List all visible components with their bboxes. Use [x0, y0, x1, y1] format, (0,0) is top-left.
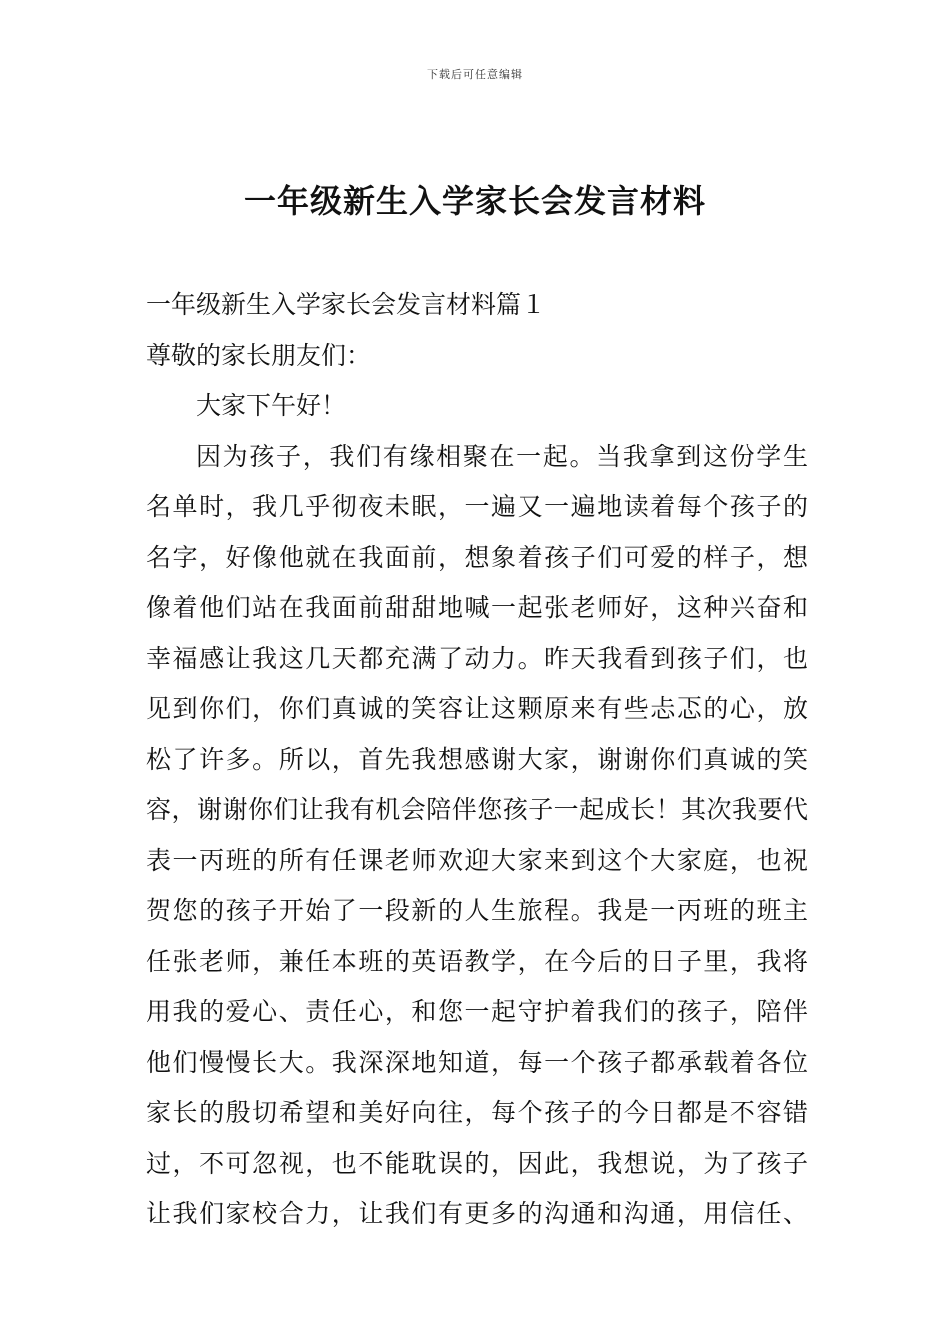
paragraph-line: 因为孩子，我们有缘相聚在一起。当我拿到这份学生 — [196, 441, 808, 471]
greeting: 大家下午好！ — [196, 391, 347, 420]
paragraph-line: 过，不可忽视，也不能耽误的，因此，我想说，为了孩子 — [146, 1148, 808, 1178]
paragraph-line: 用我的爱心、责任心，和您一起守护着我们的孩子，陪伴 — [146, 997, 808, 1026]
paragraph-line: 见到你们，你们真诚的笑容让这颗原来有些忐忑的心，放 — [146, 694, 808, 723]
header-note: 下载后可任意编辑 — [427, 68, 523, 81]
section-heading: 一年级新生入学家长会发言材料篇１ — [146, 290, 547, 319]
paragraph-line: 名单时，我几乎彻夜未眠，一遍又一遍地读着每个孩子的 — [146, 492, 808, 521]
document-title: 一年级新生入学家长会发言材料 — [243, 182, 706, 220]
paragraph-line: 像着他们站在我面前甜甜地喊一起张老师好，这种兴奋和 — [146, 593, 808, 622]
salutation: 尊敬的家长朋友们： — [146, 340, 372, 370]
paragraph-line: 表一丙班的所有任课老师欢迎大家来到这个大家庭，也祝 — [146, 845, 808, 875]
paragraph-line: 他们慢慢长大。我深深地知道，每一个孩子都承载着各位 — [146, 1047, 808, 1077]
paragraph-line: 容，谢谢你们让我有机会陪伴您孩子一起成长！其次我要代 — [146, 795, 808, 824]
paragraph-line: 让我们家校合力，让我们有更多的沟通和沟通，用信任、 — [146, 1199, 808, 1228]
document-body — [146, 280, 808, 1240]
paragraph-line: 松了许多。所以，首先我想感谢大家，谢谢你们真诚的笑 — [146, 744, 808, 774]
paragraph-line: 名字，好像他就在我面前，想象着孩子们可爱的样子，想 — [146, 542, 808, 572]
paragraph-line: 家长的殷切希望和美好向往，每个孩子的今日都是不容错 — [146, 1098, 808, 1127]
paragraph-line: 贺您的孩子开始了一段新的人生旅程。我是一丙班的班主 — [146, 896, 808, 925]
paragraph-line: 任张老师，兼任本班的英语教学，在今后的日子里，我将 — [146, 946, 808, 976]
paragraph-line: 幸福感让我这几天都充满了动力。昨天我看到孩子们，也 — [146, 643, 808, 673]
